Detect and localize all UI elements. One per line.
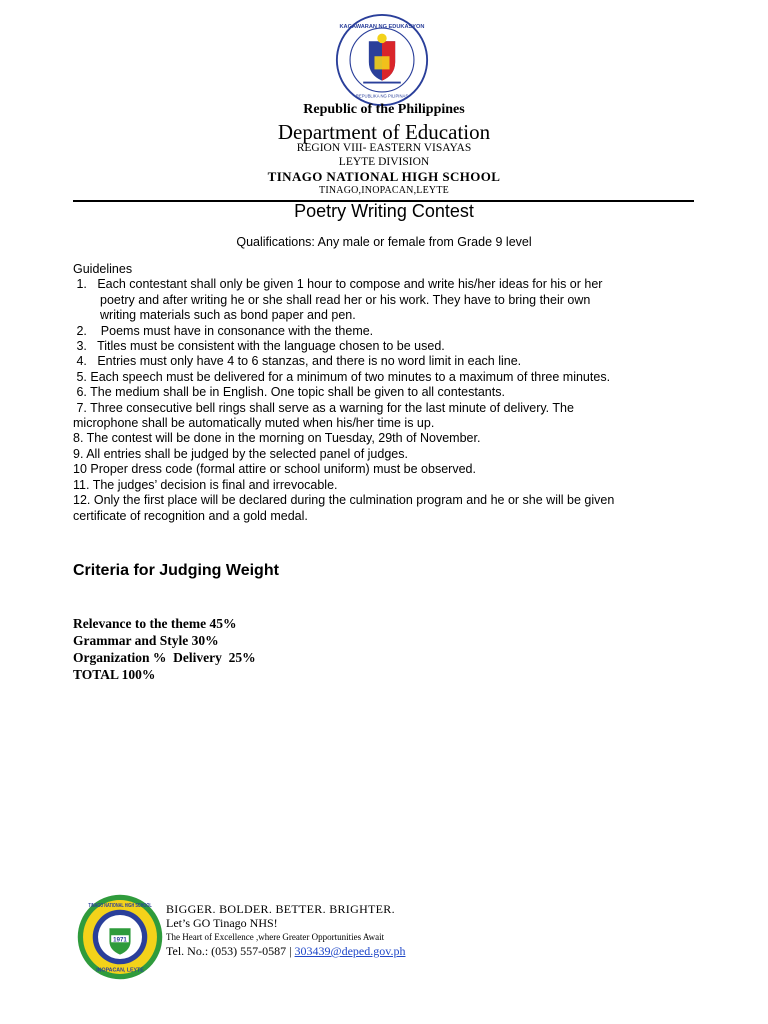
footer-phone-line [166, 944, 405, 958]
footer-letsgo: Let’s GO Tinago NHS! [166, 916, 278, 930]
guideline-item-continuation: poetry and after writing he or she shall read her or his work. They have to bring their own [100, 292, 591, 307]
guideline-item: 6. The medium shall be in English. One topic shall be given to all contestants. [73, 385, 505, 400]
guidelines-heading: Guidelines [73, 262, 133, 276]
criteria-list [73, 615, 256, 683]
school-address: TINAGO,INOPACAN,LEYTE [319, 185, 449, 196]
republic-heading: Republic of the Philippines [303, 102, 465, 117]
guideline-item: 10 Proper dress code (formal attire or school uniform) must be observed. [73, 462, 476, 477]
qualifications-text: Qualifications: Any male or female from Grade 9 level [236, 235, 532, 249]
region-heading: REGION VIII- EASTERN VISAYAS [296, 142, 472, 154]
deped-seal-logo [335, 13, 429, 107]
footer-slogan: BIGGER. BOLDER. BETTER. BRIGHTER. [166, 902, 395, 916]
guideline-item: 5. Each speech must be delivered for a minimum of two minutes to a maximum of three minutes. [73, 369, 611, 384]
svg-text:1971: 1971 [113, 936, 127, 944]
guideline-item: 7. Three consecutive bell rings shall serve as a warning for the last minute of delivery. The [73, 400, 574, 415]
criteria-relevance: Relevance to the theme 45% [73, 616, 237, 631]
division-heading: LEYTE DIVISION [338, 156, 430, 168]
guideline-item: 2. Poems must have in consonance with the theme. [73, 323, 374, 338]
guideline-item: 11. The judges’ decision is final and irrevocable. [73, 477, 338, 492]
footer-email-link[interactable]: 303439@deped.gov.ph [294, 944, 406, 958]
guideline-item: 12. Only the first place will be declared during the culmination program and he or she will be given [73, 493, 615, 508]
footer-tagline: The Heart of Excellence ,where Greater Opportunities Await [166, 932, 385, 942]
guideline-item: 1. Each contestant shall only be given 1 hour to compose and write his/her ideas for his or her [73, 277, 603, 292]
school-name: TINAGO NATIONAL HIGH SCHOOL [267, 169, 501, 184]
guideline-item-continuation: certificate of recognition and a gold medal. [73, 508, 308, 523]
criteria-grammar: Grammar and Style 30% [73, 633, 219, 648]
criteria-total: TOTAL 100% [73, 667, 156, 682]
guideline-item: 9. All entries shall be judged by the selected panel of judges. [73, 446, 408, 461]
footer-telephone: Tel. No.: (053) 557-0587 | [166, 944, 292, 958]
guideline-item: 3. Titles must be consistent with the language chosen to be used. [73, 339, 445, 354]
guideline-item-continuation: microphone shall be automatically muted when his/her time is up. [73, 416, 435, 431]
guideline-item: 8. The contest will be done in the morning on Tuesday, 29th of November. [73, 431, 481, 446]
school-seal-logo [76, 893, 164, 981]
svg-text:KAGAWARAN NG EDUKASYON: KAGAWARAN NG EDUKASYON [339, 24, 425, 31]
department-heading: Department of Education [277, 120, 491, 144]
svg-text:REPUBLIKA NG PILIPINAS: REPUBLIKA NG PILIPINAS [355, 93, 409, 99]
criteria-heading: Criteria for Judging Weight [73, 562, 279, 579]
criteria-organization: Organization % Delivery 25% [73, 650, 256, 665]
guideline-item: 4. Entries must only have 4 to 6 stanzas, and there is no word limit in each line. [73, 354, 522, 369]
guideline-item-continuation: writing materials such as bond paper and pen. [100, 308, 356, 323]
footer-contact [166, 902, 405, 958]
svg-text:TINAGO NATIONAL HIGH SCHOOL: TINAGO NATIONAL HIGH SCHOOL [88, 903, 153, 910]
guidelines-section [73, 262, 703, 524]
document-title: Poetry Writing Contest [294, 201, 474, 221]
svg-text:INOPACAN, LEYTE: INOPACAN, LEYTE [96, 967, 144, 974]
